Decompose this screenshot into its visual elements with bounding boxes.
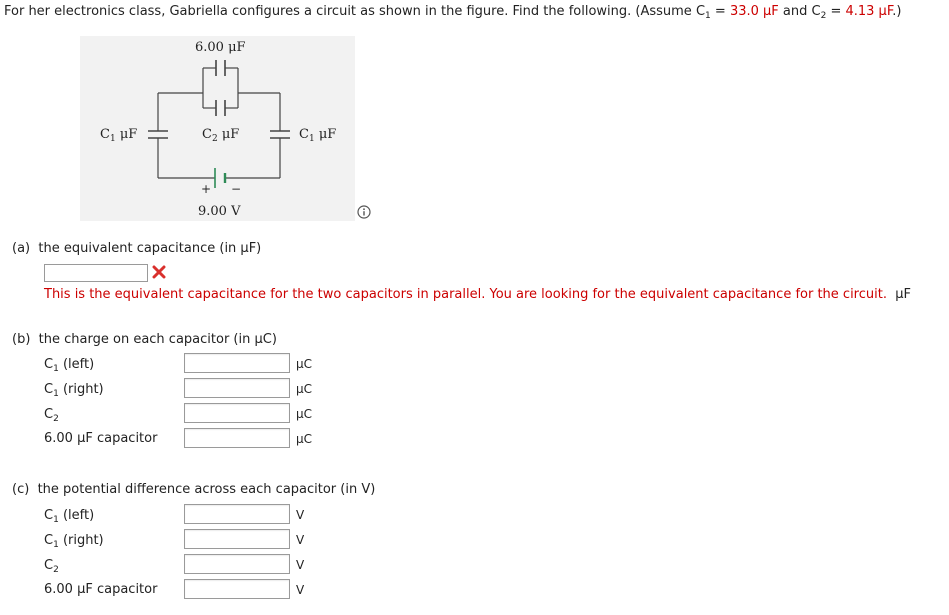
part-b-question: (b) the charge on each capacitor (in μC) bbox=[12, 332, 277, 347]
circuit-wires bbox=[158, 68, 280, 178]
part-c-c1-left-unit: V bbox=[296, 508, 305, 522]
part-c-c2-input[interactable] bbox=[184, 554, 290, 574]
circuit-figure bbox=[80, 36, 355, 221]
battery-voltage-label: 9.00 V bbox=[198, 204, 241, 219]
c1-given-value: 33.0 μF bbox=[729, 4, 779, 19]
part-b-c1-left-input[interactable] bbox=[184, 353, 290, 373]
part-a-feedback: This is the equivalent capacitance for the two capacitors in parallel. You are looking for the equivalent capacitance for the circuit. μF bbox=[44, 287, 911, 302]
part-c-row-c1-right-label: $C_1$ (right) bbox=[44, 533, 104, 550]
part-b-row-c1-right-label: $C_1$ (right) bbox=[44, 382, 104, 399]
battery-minus-label: − bbox=[231, 182, 242, 196]
part-b-c2-unit: μC bbox=[296, 407, 313, 421]
part-b-c1-right-unit: μC bbox=[296, 382, 313, 396]
part-c-question: (c) the potential difference across each capacitor (in V) bbox=[12, 482, 376, 497]
problem-statement: For her electronics class, Gabriella configures a circuit as shown in the figure. Find the following. (Assume $C_1 = 33.0$ μF and $C_2 = 4.13$ μF.) bbox=[4, 4, 902, 21]
battery-plus-label: + bbox=[201, 182, 212, 196]
part-c-c2-unit: V bbox=[296, 558, 305, 572]
part-c-6uf-input[interactable] bbox=[184, 579, 290, 599]
part-b-c1-right-input[interactable] bbox=[184, 378, 290, 398]
info-icon[interactable] bbox=[357, 205, 371, 219]
left-c1-label: $C_1$ μF bbox=[100, 127, 138, 144]
c2-label: $C_2$ μF bbox=[202, 127, 240, 144]
part-b-row-c1-left-label: $C_1$ (left) bbox=[44, 357, 95, 374]
part-c-row-c2-label: $C_2$ bbox=[44, 558, 59, 575]
part-b-6uf-unit: μC bbox=[296, 432, 313, 446]
top-capacitor-label: 6.00 μF bbox=[195, 40, 246, 55]
part-c-c1-right-input[interactable] bbox=[184, 529, 290, 549]
c2-given-value: 4.13 μF bbox=[845, 4, 893, 19]
part-c-c1-right-unit: V bbox=[296, 533, 305, 547]
right-c1-label: $C_1$ μF bbox=[299, 127, 337, 144]
part-a-answer-input[interactable] bbox=[44, 264, 148, 282]
part-c-row-6uf-label: 6.00 μF capacitor bbox=[44, 582, 158, 597]
part-b-row-6uf-label: 6.00 μF capacitor bbox=[44, 431, 158, 446]
part-c-row-c1-left-label: $C_1$ (left) bbox=[44, 508, 95, 525]
battery-symbol bbox=[215, 168, 225, 188]
part-c-6uf-unit: V bbox=[296, 583, 305, 597]
part-a-question: (a) the equivalent capacitance (in μF) bbox=[12, 241, 262, 256]
incorrect-x-icon bbox=[152, 265, 166, 279]
part-b-c1-left-unit: μC bbox=[296, 357, 313, 371]
part-b-6uf-input[interactable] bbox=[184, 428, 290, 448]
part-c-c1-left-input[interactable] bbox=[184, 504, 290, 524]
part-b-row-c2-label: $C_2$ bbox=[44, 407, 59, 424]
part-b-c2-input[interactable] bbox=[184, 403, 290, 423]
